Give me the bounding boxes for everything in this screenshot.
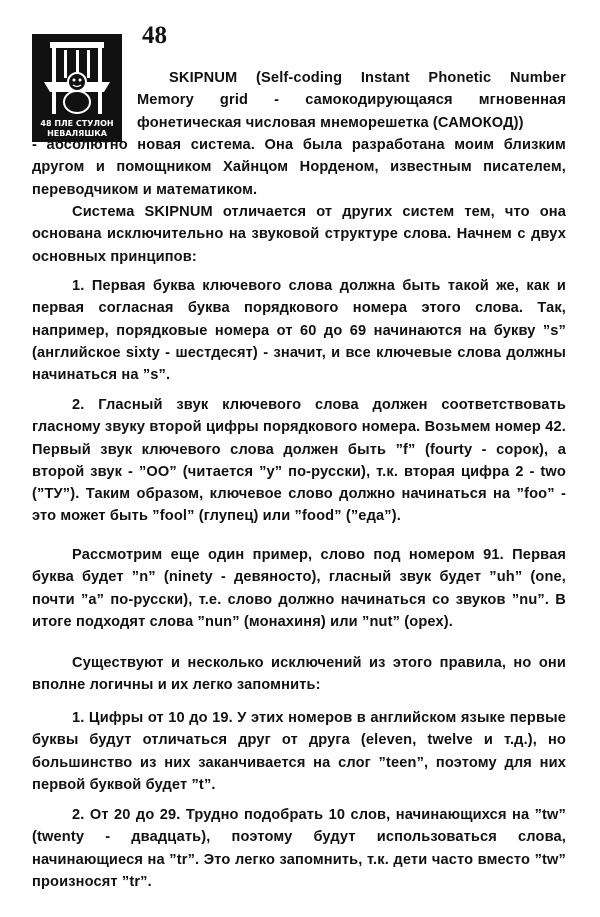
paragraph-intro: SKIPNUM (Self-coding Instant Phonetic Number Memory grid - самокодирующаяся мгновенная фонетическая числовая мнеморешетка (САМОКОД)): [137, 70, 566, 131]
paragraph-principle-1: 1. Первая буква ключевого слова должна быть такой же, как и первая согласная буква порядкового номера этого слова. Так, например, порядковые номера от 60 до 69 начинаются на букву ”s” (английское sixty - шестдесят) - значит, и все ключевые слова должны начинаться на ”s”.: [32, 278, 566, 384]
chair-doll-emblem-icon: [32, 34, 122, 142]
emblem-caption-1: 48 ПЛЕ СТУЛОН: [40, 119, 114, 128]
paragraph-exceptions: Существуют и несколько исключений из этого правила, но они вполне логичны и их легко запомнить:: [32, 655, 566, 694]
paragraph-exception-1: 1. Цифры от 10 до 19. У этих номеров в английском языке первые буквы будут отличаться друг от друга (eleven, twelve и т.д.), но большинство из них заканчивается на слог ”teen”, поэтому для них первой буквой будет ”t”.: [32, 710, 566, 793]
paragraph-principle-2: 2. Гласный звук ключевого слова должен соответствовать гласному звуку второй цифры порядкового номера. Возьмем номер 42. Первый звук ключевого слова должен быть ”f” (fourty - сорок), а второй звук - ”OO” (читается ”у” по-русски), т.к. вторая цифра 2 - two (”ТУ”). Таким образом, ключевое слово должно начинаться на ”foo” - это может быть ”fool” (глупец) или ”food” (”еда”).: [32, 397, 566, 525]
page-number: 48: [142, 22, 167, 49]
paragraph-example-91: Рассмотрим еще один пример, слово под номером 91. Первая буква будет ”n” (ninety - девяносто), гласный звук будет ”uh” (one, почти ”а” по-русски), т.е. слово должно начинаться со звуков ”nu”. В итоге подходят слова ”nun” (монахиня) или ”nut” (орех).: [32, 547, 566, 630]
paragraph-exception-2: 2. От 20 до 29. Трудно подобрать 10 слов, начинающихся на ”tw” (twenty - двадцать), поэтому будут использоваться слова, начинающиеся на ”tr”. Это легко запомнить, т.к. дети часто вместо ”tw” произносят ”tr”.: [32, 807, 566, 890]
emblem-caption-2: НЕВАЛЯШКА: [47, 129, 107, 138]
paragraph-system-description: Система SKIPNUM отличается от других систем тем, что она основана исключительно на звуковой структуре слова. Начнем с двух основных принципов:: [32, 204, 566, 265]
paragraph-intro-continued: - абсолютно новая система. Она была разработана моим близким другом и помощником Хайнцом Норденом, известным писателем, переводчиком и математиком.: [32, 137, 566, 198]
